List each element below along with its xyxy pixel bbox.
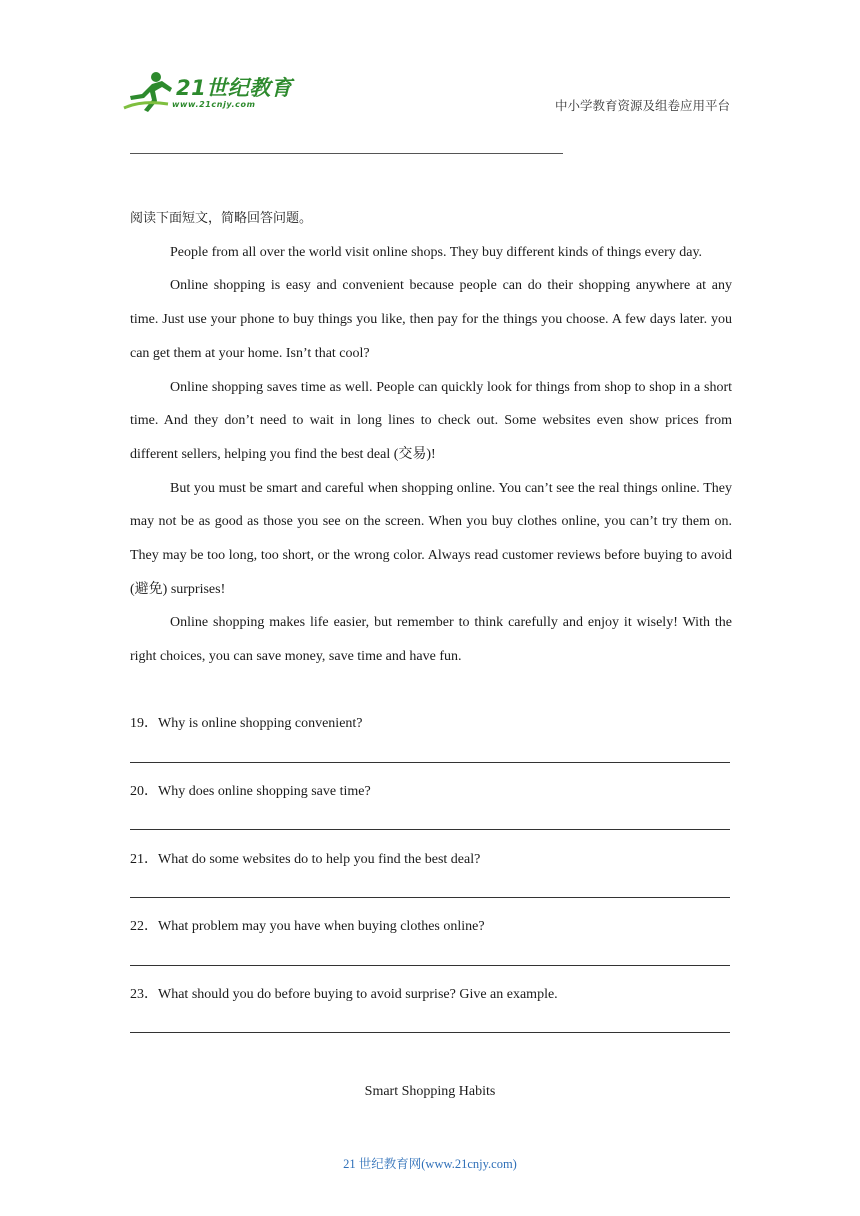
question-23: 23．What should you do before buying to avoid surprise? Give an example. (130, 987, 558, 1002)
platform-tagline: 中小学教育资源及组卷应用平台 (554, 98, 730, 113)
passage-paragraph-2: Online shopping is easy and convenient because people can do their shopping anywhere at any time. Just use your phone to buy things you like, then pay for the things you choose. A few days later. you can get them at your home. Isn’t that cool? (130, 278, 732, 361)
reading-passage (130, 202, 732, 674)
running-man-logo-icon (122, 70, 178, 114)
site-logo (122, 70, 292, 114)
footer-link[interactable]: 21 世纪教育网(www.21cnjy.com) (343, 1157, 517, 1171)
passage-paragraph-1: People from all over the world visit online shops. They buy different kinds of things every day. (170, 244, 703, 260)
passage-paragraph-3: Online shopping saves time as well. People can quickly look for things from shop to shop in a short time. And they don’t need to wait in long lines to check out. Some websites even show prices from different sellers, helping you find the best deal (交易)! (130, 379, 732, 462)
answer-line-21[interactable] (130, 897, 730, 898)
question-19: 19．Why is online shopping convenient? (130, 716, 363, 731)
instruction-text: 阅读下面短文，简略回答问题。 (130, 211, 313, 226)
answer-line-20[interactable] (130, 829, 730, 830)
question-20: 20．Why does online shopping save time? (130, 784, 371, 799)
next-section-title: Smart Shopping Habits (364, 1084, 496, 1099)
header-divider (130, 153, 563, 154)
question-21: 21．What do some websites do to help you find the best deal? (130, 852, 481, 867)
question-22: 22．What problem may you have when buying clothes online? (130, 919, 485, 934)
answer-line-19[interactable] (130, 762, 730, 763)
passage-paragraph-5: Online shopping makes life easier, but remember to think carefully and enjoy it wisely! With the right choices, you can save money, save time and have fun. (130, 615, 732, 665)
logo-url: www.21cnjy.com (172, 100, 256, 109)
logo-text: 21世纪教育 (176, 76, 293, 100)
answer-line-23[interactable] (130, 1032, 730, 1033)
passage-paragraph-4: But you must be smart and careful when shopping online. You can’t see the real things online. They may not be as good as those you see on the screen. When you buy clothes online, you can’t try them on. They may be too long, too short, or the wrong color. Always read customer reviews before buying to avoid (避免) surprises! (130, 480, 732, 597)
answer-line-22[interactable] (130, 965, 730, 966)
